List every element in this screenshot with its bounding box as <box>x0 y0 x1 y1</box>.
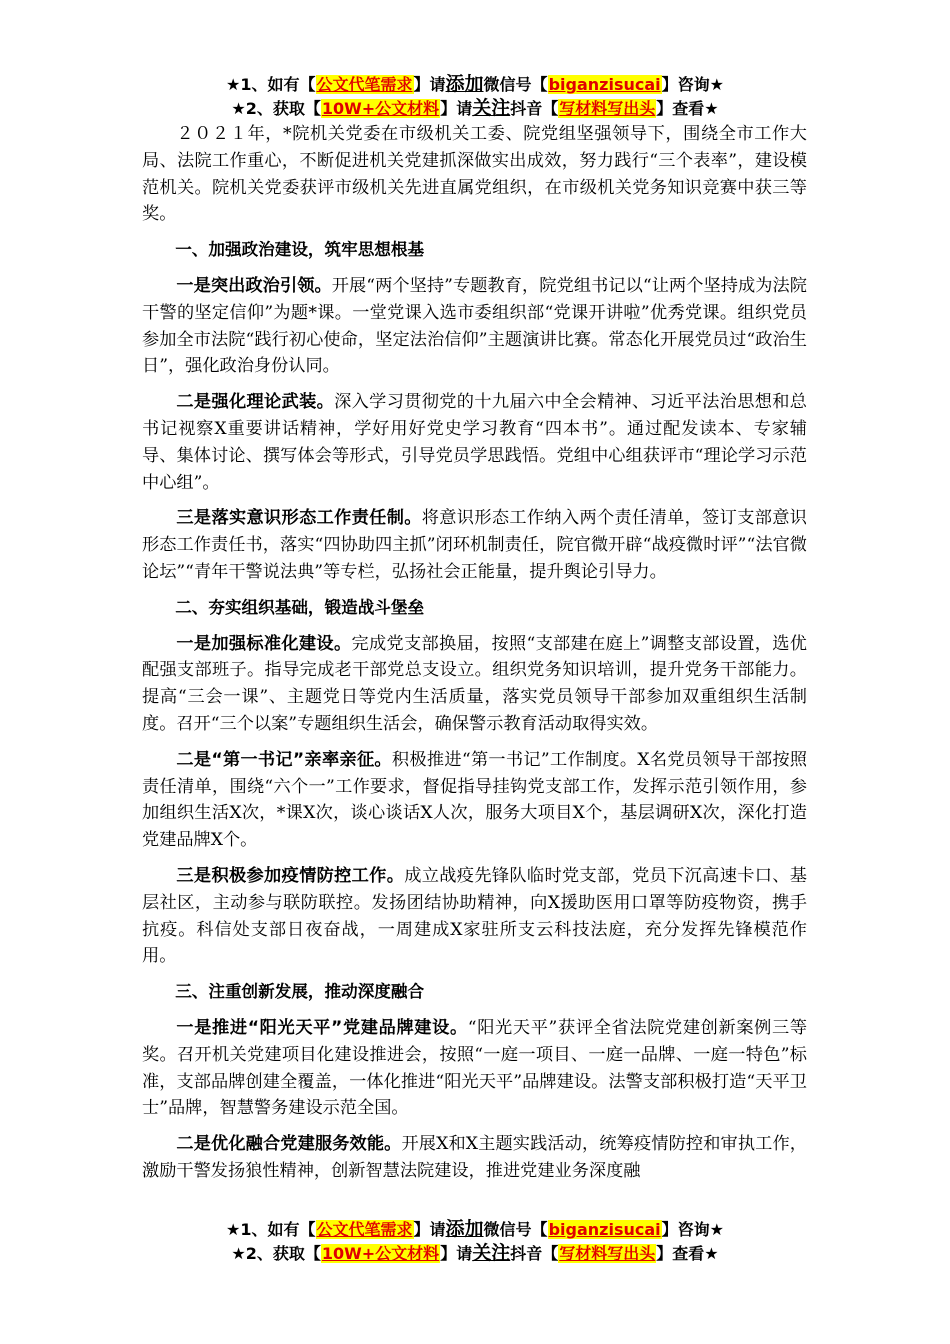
banner-highlight-service: 公文代笔需求 <box>316 1220 413 1239</box>
banner-emphasis: 添加 <box>445 1218 484 1240</box>
banner-highlight-materials: 10W+公文材料 <box>321 1244 440 1263</box>
banner-text: 】查看★ <box>656 1244 719 1263</box>
banner-text: 】咨询★ <box>661 75 724 94</box>
banner-text: 微信号【 <box>483 75 548 94</box>
paragraph-lead: 二是“第一书记”亲率亲征。 <box>176 749 392 770</box>
banner-text: ★2、获取【 <box>231 99 321 118</box>
banner-highlight-douyin-id: 写材料写出头 <box>559 99 656 118</box>
paragraph-lead: 二是优化融合党建服务效能。 <box>176 1134 402 1155</box>
banner-highlight-wechat-id: biganzisucai <box>548 1220 661 1239</box>
banner-text: 】请 <box>413 1220 446 1239</box>
banner-text: 】请 <box>440 1244 473 1263</box>
top-banner-line-2 <box>0 96 950 121</box>
document-body <box>142 121 807 1185</box>
paragraph-text: “阳光天平”获评全省法院党建创新案例三等奖。召开机关党建项目化建设推进会，按照“一庭一项目、一庭一品牌、一庭一特色”标准，支部品牌创建全覆盖，一体化推进“阳光天平”品牌建设。法警支部积极打造“天平卫士”品牌，智慧警务建设示范全国。 <box>142 1017 808 1119</box>
body-paragraph <box>142 747 807 854</box>
paragraph-lead: 三是积极参加疫情防控工作。 <box>176 865 405 886</box>
banner-text: 微信号【 <box>483 1220 548 1239</box>
banner-text: ★2、获取【 <box>231 1244 321 1263</box>
banner-text: 抖音【 <box>510 1244 559 1263</box>
banner-emphasis: 关注 <box>472 97 511 119</box>
top-banner-line-1 <box>0 72 950 97</box>
body-paragraph <box>142 273 807 380</box>
banner-text: 】请 <box>440 99 473 118</box>
banner-emphasis: 添加 <box>445 73 484 95</box>
paragraph-lead: 三是落实意识形态工作责任制。 <box>176 508 422 529</box>
paragraph-lead: 一是加强标准化建设。 <box>176 633 352 654</box>
paragraph-text: 将意识形态工作纳入两个责任清单，签订支部意识形态工作责任书，落实“四协助四主抓”闭环机制责任，院官微开辟“战疫微时评”“法官微论坛”“青年干警说法典”等专栏，弘扬社会正能量，提升舆论引导力。 <box>142 508 807 582</box>
banner-highlight-douyin-id: 写材料写出头 <box>559 1244 656 1263</box>
banner-highlight-wechat-id: biganzisucai <box>548 75 661 94</box>
body-paragraph <box>142 1131 807 1185</box>
banner-text: 抖音【 <box>510 99 559 118</box>
bottom-banner-line-1 <box>0 1217 950 1242</box>
body-paragraph <box>142 1015 807 1122</box>
banner-text: ★1、如有【 <box>226 1220 316 1239</box>
body-paragraph <box>142 863 807 970</box>
banner-text: 】请 <box>413 75 446 94</box>
banner-text: ★1、如有【 <box>226 75 316 94</box>
banner-highlight-service: 公文代笔需求 <box>316 75 413 94</box>
paragraph-lead: 一是突出政治引领。 <box>176 275 332 296</box>
section-heading: 三、注重创新发展，推动深度融合 <box>175 982 425 1002</box>
paragraph-text: 开展“两个坚持”专题教育，院党组书记以“让两个坚持成为法院干警的坚定信仰”为题*课。一堂党课入选市委组织部“党课开讲啦”优秀党课。组织党员参加全市法院“践行初心使命，坚定法治信仰”主题演讲比赛。常态化开展党员过“政治生日”，强化政治身份认同。 <box>142 275 807 377</box>
body-paragraph <box>142 389 807 496</box>
bottom-banner-line-2 <box>0 1241 950 1266</box>
body-paragraph <box>142 631 807 738</box>
section-heading: 二、夯实组织基础，锻造战斗堡垒 <box>175 597 425 617</box>
paragraph-text: 开展X和X主题实践活动，统筹疫情防控和审执工作，激励干警发扬狼性精神，创新智慧法院建设，推进党建业务深度融 <box>142 1134 807 1181</box>
paragraph-text: 成立战疫先锋队临时党支部，党员下沉高速卡口、基层社区，主动参与联防联控。发扬团结协助精神，向X援助医用口罩等防疫物资，携手抗疫。科信处支部日夜奋战，一周建成X家驻所支云科技法庭，充分发挥先锋模范作用。 <box>142 865 807 967</box>
intro-paragraph: ２０２１年，*院机关党委在市级机关工委、院党组坚强领导下，围绕全市工作大局、法院工作重心，不断促进机关党建抓深做实出成效，努力践行“三个表率”，建设模范机关。院机关党委获评市级机关先进直属党组织，在市级机关党务知识竞赛中获三等奖。 <box>142 124 807 225</box>
body-paragraph <box>142 505 807 585</box>
banner-highlight-materials: 10W+公文材料 <box>321 99 440 118</box>
section-heading: 一、加强政治建设，筑牢思想根基 <box>175 240 425 260</box>
paragraph-text: 积极推进“第一书记”工作制度。X名党员领导干部按照责任清单，围绕“六个一”工作要求，督促指导挂钩党支部工作，发挥示范引领作用，参加组织生活X次，*课X次，谈心谈话X人次，服务大项目X个，基层调研X次，深化打造党建品牌X个。 <box>142 749 808 851</box>
banner-emphasis: 关注 <box>472 1242 511 1264</box>
banner-text: 】查看★ <box>656 99 719 118</box>
banner-text: 】咨询★ <box>661 1220 724 1239</box>
paragraph-lead: 二是强化理论武装。 <box>176 392 335 413</box>
paragraph-lead: 一是推进“阳光天平”党建品牌建设。 <box>176 1017 468 1038</box>
paragraph-text: 深入学习贯彻党的十九届六中全会精神、习近平法治思想和总书记视察X重要讲话精神，学好用好党史学习教育“四本书”。通过配发读本、专家辅导、集体讨论、撰写体会等形式，引导党员学思践悟。党组中心组获评市“理论学习示范中心组”。 <box>142 392 807 493</box>
paragraph-text: 完成党支部换届，按照“支部建在庭上”调整支部设置，选优配强支部班子。指导完成老干部党总支设立。组织党务知识培训，提升党务干部能力。提高“三会一课”、主题党日等党内生活质量，落实党员领导干部参加双重组织生活制度。召开“三个以案”专题组织生活会，确保警示教育活动取得实效。 <box>142 633 807 734</box>
